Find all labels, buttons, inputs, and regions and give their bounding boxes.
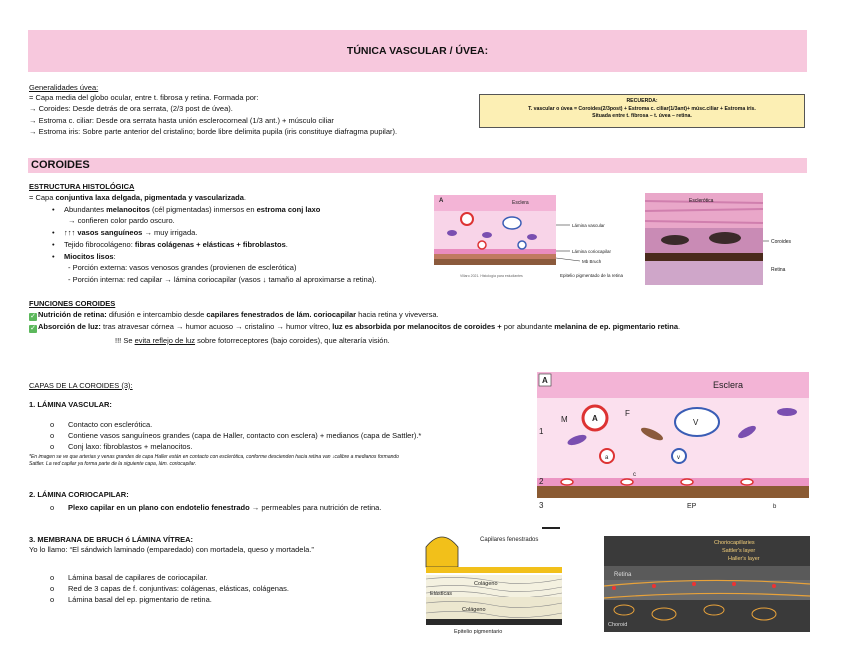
layers-heading: CAPAS DE LA COROIDES (3): — [29, 381, 133, 390]
figure-label: Capilares fenestrados — [480, 537, 539, 543]
figure-label: M — [561, 415, 568, 424]
layer-note: *En imagen se ve que arterias y venas grandes de capa Haller están en contacto con esclerótica, conforme descienden hacia retina van ↓calibre a medianos formando — [29, 454, 399, 460]
remember-title: RECUERDA: — [626, 98, 658, 104]
svg-text:A: A — [439, 198, 444, 204]
layer-item: o Conj laxo: fibroblastos + melanocitos. — [50, 442, 193, 451]
layer-title: 3. MEMBRANA DE BRUCH ó LÁMINA VÍTREA: — [29, 535, 194, 544]
figure-choroid-diagram — [432, 193, 640, 285]
layer-item: o Contacto con esclerótica. — [50, 420, 153, 429]
structure-bullet: • Miocitos lisos: — [52, 252, 116, 261]
figure-label: 3 — [539, 501, 544, 510]
figure-label: b — [773, 504, 777, 510]
figure-label: Colágeno — [462, 607, 486, 613]
layer-note: Sattler. La red capilar ya forma parte de la siguiente capa, lám. coriocapilar. — [29, 461, 197, 467]
general-line: → Estroma iris: Sobre parte anterior del cristalino; borde libre delimita pupila (iris constituye diafragma pupilar). — [29, 127, 398, 136]
layer-item: o Contiene vasos sanguíneos grandes (capa de Haller, contacto con esclera) + medianos (capa de Sattler).* — [50, 431, 422, 440]
figure-label: a — [605, 455, 609, 461]
structure-heading: ESTRUCTURA HISTOLÓGICA — [29, 182, 135, 191]
layer-quote: Yo lo llamo: “El sándwich laminado (emparedado) con mortadela, queso y mortadela.” — [29, 545, 314, 554]
function-item: ✓ Nutrición de retina: difusión e intercambio desde capilares fenestrados de lám. coriocapilar hacia retina y viveversa. — [30, 310, 439, 320]
figure-label: Colágeno — [474, 581, 498, 587]
remember-line: Situada entre t. fibrosa – t. úvea – retina. — [592, 113, 692, 119]
structure-bullet: • Abundantes melanocitos (cél pigmentadas) inmersos en estroma conj laxo — [52, 205, 321, 214]
general-line: → Estroma c. ciliar: Desde ora serrata hasta unión esclerocorneal (1/3 ant.) + músculo ciliar — [29, 116, 334, 125]
structure-bullet: • ↑↑↑ vasos sanguíneos → muy irrigada. — [52, 228, 198, 237]
figure-label: V — [693, 418, 699, 427]
layer-title: 1. LÁMINA VASCULAR: — [29, 400, 112, 409]
figure-label: 1 — [539, 427, 544, 436]
layer-item: o Lámina basal de capilares de coriocapilar. — [50, 573, 208, 582]
figure-oct-image — [604, 536, 810, 632]
structure-intro: = Capa conjuntiva laxa delgada, pigmentada y vascularizada. — [29, 193, 246, 202]
figure-label: Lámina vascular — [572, 223, 605, 228]
structure-sub: - Porción externa: vasos venosos grandes (provienen de esclerótica) — [68, 263, 297, 272]
general-line: → Coroides: Desde detrás de ora serrata, (2/3 post de úvea). — [29, 104, 233, 113]
svg-text:A: A — [592, 414, 598, 423]
structure-sub: → confieren color pardo oscuro. — [68, 216, 175, 225]
layer-item: o Lámina basal del ep. pigmentario de retina. — [50, 595, 212, 604]
figure-label: Sattler's layer — [722, 548, 756, 554]
structure-bullet: • Tejido fibrocolágeno: fibras colágenas + elásticas + fibroblastos. — [52, 240, 288, 249]
checkbox-icon: ✓ — [30, 313, 36, 320]
figure-label: Esclera — [713, 380, 744, 390]
structure-sub: - Porción interna: red capilar → lámina coriocapilar (vasos ↓ tamaño al aproximarse a retina). — [68, 275, 377, 284]
figure-micrograph — [645, 193, 805, 285]
figure-choroid-layers — [537, 372, 809, 512]
checkbox-icon: ✓ — [30, 325, 36, 332]
section-bar-coroides — [28, 158, 807, 173]
general-heading: Generalidades úvea: — [29, 83, 99, 92]
figure-label: Villaro 2021. Histología para estudiantes — [460, 274, 523, 278]
remember-line: T. vascular o úvea = Coroides(2/3post) + Estroma c. ciliar(1/3ant)+ músc.ciliar + Estroma iris. — [528, 105, 756, 112]
function-note: !!! Se evita reflejo de luz sobre fotorreceptores (bajo coroides), que alteraría visión. — [115, 336, 390, 345]
section-title: COROIDES — [31, 159, 90, 171]
figure-label: Choriocapillaries — [714, 540, 755, 546]
figure-label: Coroides — [771, 239, 792, 245]
remember-box — [479, 94, 805, 128]
figure-label: 2 — [539, 477, 544, 486]
general-line: = Capa media del globo ocular, entre t. fibrosa y retina. Formada por: — [29, 93, 259, 102]
figure-label: Esclerótica — [689, 198, 714, 204]
layer-item: o Plexo capilar en un plano con endotelio fenestrado → permeables para nutrición de retina. — [50, 503, 382, 512]
function-item: ✓ Absorción de luz: tras atravesar córnea → humor acuoso → cristalino → humor vítreo, luz es absorbida por melanocitos de coroides + por abundante melanina de ep. pigmentario retina. — [30, 322, 681, 332]
figure-label: Haller's layer — [728, 556, 760, 562]
layer-title: 2. LÁMINA CORIOCAPILAR: — [29, 490, 129, 499]
figure-label: A — [542, 376, 548, 385]
figure-label: Retina — [771, 267, 786, 273]
functions-heading: FUNCIONES COROIDES — [29, 299, 116, 308]
title-bar — [28, 30, 807, 72]
figure-label: Lámina coriocapilar — [572, 249, 612, 254]
figure-label: F — [625, 409, 630, 418]
figure-label: Choroid — [608, 622, 628, 628]
figure-label: Elásticas — [430, 591, 453, 597]
figure-label: Retina — [614, 572, 632, 578]
figure-label: Epitelio pigmentario — [454, 629, 503, 635]
figure-label: EP — [687, 503, 697, 510]
figure-label: Mb Bruch — [582, 259, 602, 264]
page-title: TÚNICA VASCULAR / ÚVEA: — [346, 45, 489, 57]
figure-bruch-membrane — [422, 527, 564, 637]
figure-label: c — [633, 472, 636, 478]
layer-item: o Red de 3 capas de f. conjuntivas: colágenas, elásticas, colágenas. — [50, 584, 289, 593]
figure-label: Epitelio pigmentado de la retina — [560, 273, 624, 278]
figure-label: Esclera — [512, 200, 529, 206]
figure-label: v — [677, 455, 680, 461]
